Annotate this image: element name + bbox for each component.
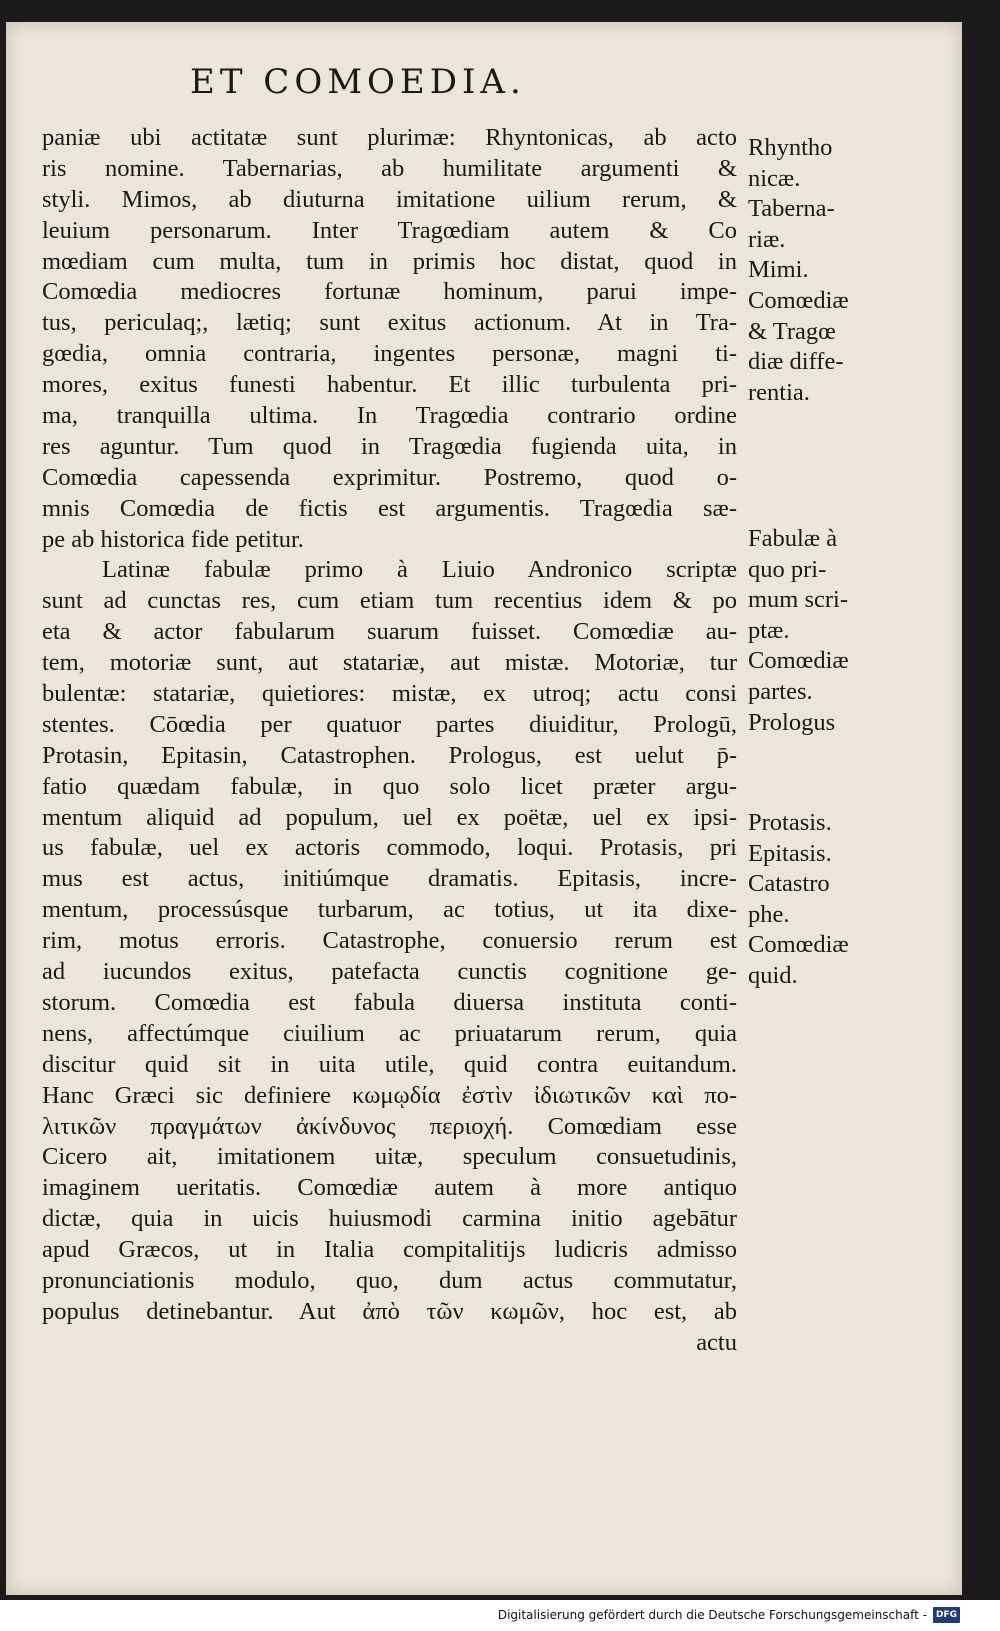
text-line: pronunciationis modulo, quo, dum actus commutatur, — [42, 1266, 737, 1294]
text-line: ad iucundos exitus, patefacta cunctis cognitione ge- — [42, 958, 737, 986]
text-line: Protasin, Epitasin, Catastrophen. Prologus, est uelut p̄- — [42, 741, 737, 769]
margin-note-fabulae — [748, 524, 898, 738]
text-line: mentum aliquid ad populum, uel ex poëtæ, uel ex ipsi- — [42, 803, 737, 831]
text-line: Comœdia mediocres fortunæ hominum, parui impe- — [42, 278, 737, 306]
text-line: dictæ, quia in uicis huiusmodi carmina initio agebātur — [42, 1205, 737, 1233]
text-line: stentes. Cōœdia per quatuor partes diuiditur, Prologū, — [42, 710, 737, 738]
text-line: styli. Mimos, ab diuturna imitatione uilium rerum, & — [42, 185, 737, 213]
margin-note-line: Taberna- — [748, 195, 835, 223]
text-line: mnis Comœdia de fictis est argumentis. Tragœdia sæ- — [42, 494, 737, 522]
margin-note-protasis — [748, 808, 898, 992]
margin-note-line: phe. — [748, 900, 790, 928]
text-line: fatio quædam fabulæ, in quo solo licet præter argu- — [42, 772, 737, 800]
margin-note-line: partes. — [748, 677, 813, 705]
margin-note-line: Comœdiæ — [748, 931, 849, 959]
margin-note-line: Fabulæ à — [748, 525, 838, 552]
text-line: gœdia, omnia contraria, ingentes personæ, magni ti- — [42, 340, 737, 368]
text-line: Hanc Græci sic definiere κωμῳδία ἐστὶν ἰδιωτικῶν καὶ πο- — [42, 1081, 737, 1109]
catchword: actu — [696, 1328, 737, 1356]
text-line: tus, periculaq;, lætiq; sunt exitus actionum. At in Tra- — [42, 309, 737, 337]
margin-note-rhynthonicae — [748, 133, 898, 408]
text-line: Latinæ fabulæ primo à Liuio Andronico scriptæ — [102, 556, 737, 584]
text-line: rim, motus erroris. Catastrophe, conuersio rerum est — [42, 927, 737, 955]
margin-note-line: Catastro — [748, 870, 830, 898]
margin-note-line: nicæ. — [748, 164, 801, 192]
text-line: ris nomine. Tabernarias, ab humilitate argumenti & — [42, 154, 737, 182]
text-line: mores, exitus funesti habentur. Et illic turbulenta pri- — [42, 371, 737, 399]
margin-note-line: diæ diffe- — [748, 348, 844, 376]
main-text-column — [42, 123, 737, 1359]
margin-note-line: Mimi. — [748, 256, 809, 284]
footer-credit: Digitalisierung gefördert durch die Deutsche Forschungsgemeinschaft - — [497, 1608, 927, 1622]
text-line: storum. Comœdia est fabula diuersa instituta conti- — [42, 988, 737, 1016]
text-line: paniæ ubi actitatæ sunt plurimæ: Rhyntonicas, ab acto — [42, 124, 737, 151]
text-line: nens, affectúmque ciuilium ac priuatarum rerum, quia — [42, 1019, 737, 1047]
text-line: leuium personarum. Inter Tragœdiam autem & Co — [42, 216, 737, 244]
text-line: apud Græcos, ut in Italia compitalitijs ludicris admisso — [42, 1236, 737, 1264]
margin-note-line: & Tragœ — [748, 317, 836, 345]
text-line: ma, tranquilla ultima. In Tragœdia contrario ordine — [42, 402, 737, 430]
margin-note-line: Comœdiæ — [748, 647, 849, 675]
margin-note-line: quid. — [748, 961, 798, 989]
text-line: mentum, processúsque turbarum, ac totius, ut ita dixe- — [42, 896, 737, 924]
text-line: discitur quid sit in uita utile, quid contra euitandum. — [42, 1050, 737, 1078]
margin-note-line: quo pri- — [748, 555, 827, 583]
margin-note-line: Rhyntho — [748, 134, 833, 161]
margin-note-line: rentia. — [748, 378, 810, 406]
text-line: bulentæ: statariæ, quietiores: mistæ, ex utroq; actu consi — [42, 680, 737, 708]
margin-note-line: ptæ. — [748, 616, 790, 644]
text-line: us fabulæ, uel ex actoris commodo, loqui. Protasis, pri — [42, 834, 737, 862]
margin-note-line: mum scri- — [748, 586, 849, 614]
margin-note-line: Prologus — [748, 708, 836, 736]
digitization-footer — [498, 1604, 960, 1626]
text-line: Cicero ait, imitationem uitæ, speculum consuetudinis, — [42, 1143, 737, 1171]
text-line: pe ab historica fide petitur. — [42, 525, 304, 553]
text-line: tem, motoriæ sunt, aut statariæ, aut mistæ. Motoriæ, tur — [42, 649, 737, 677]
margin-note-line: Comœdiæ — [748, 286, 849, 314]
text-line: imaginem ueritatis. Comœdiæ autem à more antiquo — [42, 1174, 737, 1202]
text-line: mœdiam cum multa, tum in primis hoc distat, quod in — [42, 247, 737, 275]
text-line: Comœdia capessenda exprimitur. Postremo, quod o- — [42, 463, 737, 491]
text-line: sunt ad cunctas res, cum etiam tum recentius idem & po — [42, 587, 737, 615]
dfg-logo-icon: DFG — [933, 1607, 960, 1623]
margin-note-line: Epitasis. — [748, 839, 832, 867]
text-line: eta & actor fabularum suarum fuisset. Comœdiæ au- — [42, 618, 737, 646]
margin-note-line: riæ. — [748, 225, 786, 253]
text-line: populus detinebantur. Aut ἀπὸ τῶν κωμῶν, hoc est, ab — [42, 1297, 737, 1325]
text-line: mus est actus, initiúmque dramatis. Epitasis, incre- — [42, 865, 737, 893]
margin-note-line: Protasis. — [748, 809, 832, 836]
text-line: res aguntur. Tum quod in Tragœdia fugienda uita, in — [42, 432, 737, 460]
running-title: ET COMOEDIA. — [190, 62, 526, 102]
text-line: λιτικῶν πραγμάτων ἀκίνδυνος περιοχή. Comœdiam esse — [42, 1112, 737, 1140]
